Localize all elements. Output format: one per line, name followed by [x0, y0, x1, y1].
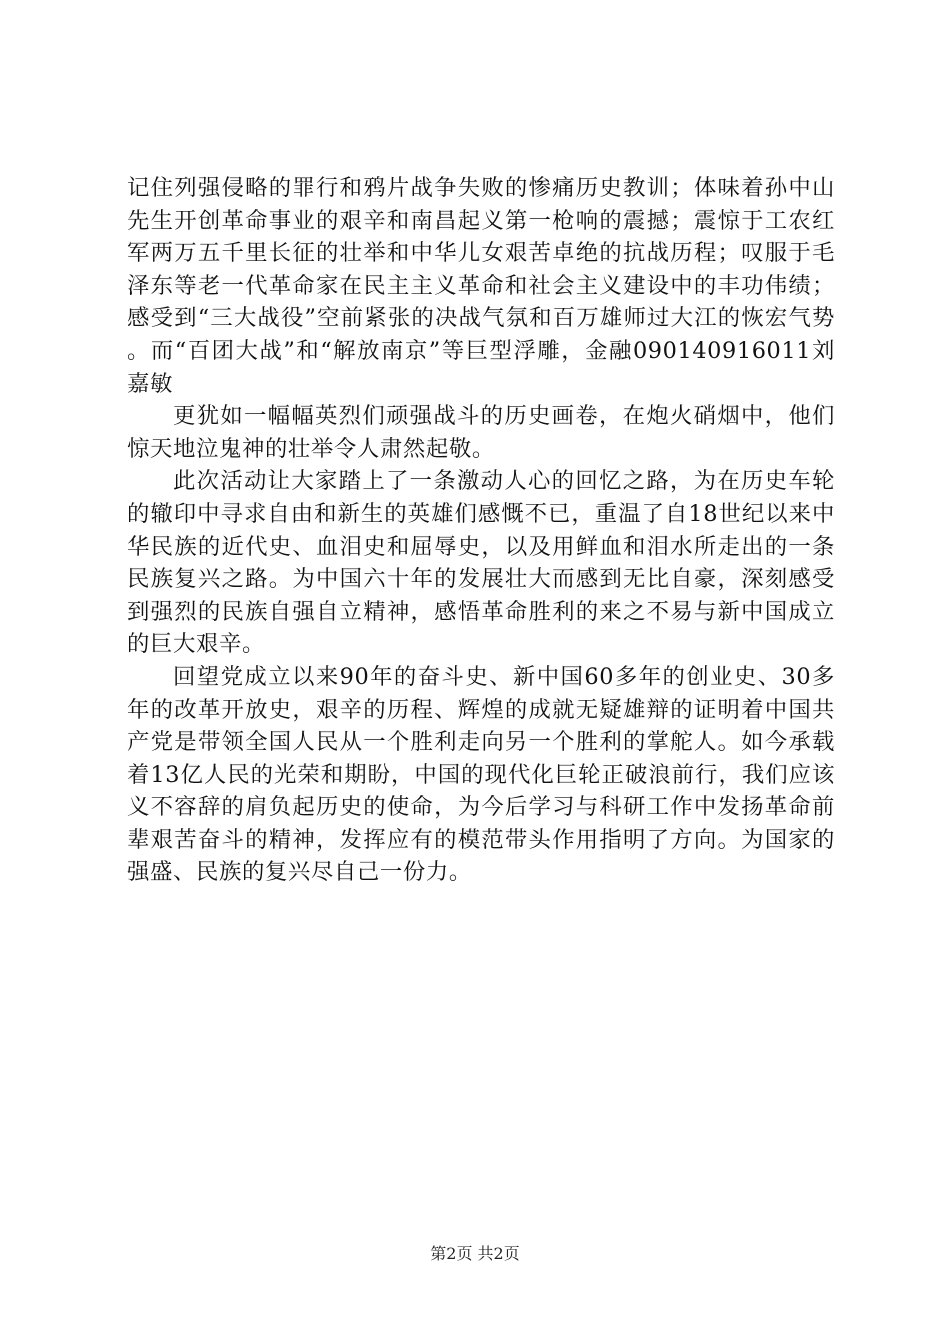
paragraph-1: 记住列强侵略的罪行和鸦片战争失败的惨痛历史教训；体味着孙中山先生开创革命事业的艰辛和南昌起义第一枪响的震撼；震惊于工农红军两万五千里长征的壮举和中华儿女艰苦卓绝的抗战历程；叹服于毛泽东等老一代革命家在民主主义革命和社会主义建设中的丰功伟绩；感受到“三大战役”空前紧张的决战气氛和百万雄师过大江的恢宏气势。而“百团大战”和“解放南京”等巨型浮雕，金融090140916011刘嘉敏 — [127, 175, 835, 397]
paragraph-2: 更犹如一幅幅英烈们顽强战斗的历史画卷，在炮火硝烟中，他们惊天地泣鬼神的壮举令人肃然起敬。 — [127, 403, 835, 462]
paragraph-3: 此次活动让大家踏上了一条激动人心的回忆之路，为在历史车轮的辙印中寻求自由和新生的英雄们感慨不已，重温了自18世纪以来中华民族的近代史、血泪史和屈辱史，以及用鲜血和泪水所走出的一条民族复兴之路。为中国六十年的发展壮大而感到无比自豪，深刻感受到强烈的民族自强自立精神，感悟革命胜利的来之不易与新中国成立的巨大艰辛。 — [127, 468, 835, 658]
page-number-footer: 第2页 共2页 — [430, 1244, 520, 1263]
document-body — [127, 172, 835, 889]
paragraph-4: 回望党成立以来90年的奋斗史、新中国60多年的创业史、30多年的改革开放史，艰辛的历程、辉煌的成就无疑雄辩的证明着中国共产党是带领全国人民从一个胜利走向另一个胜利的掌舵人。如今承载着13亿人民的光荣和期盼，中国的现代化巨轮正破浪前行，我们应该义不容辞的肩负起历史的使命，为今后学习与科研工作中发扬革命前辈艰苦奋斗的精神，发挥应有的模范带头作用指明了方向。为国家的强盛、民族的复兴尽自己一份力。 — [127, 663, 835, 886]
